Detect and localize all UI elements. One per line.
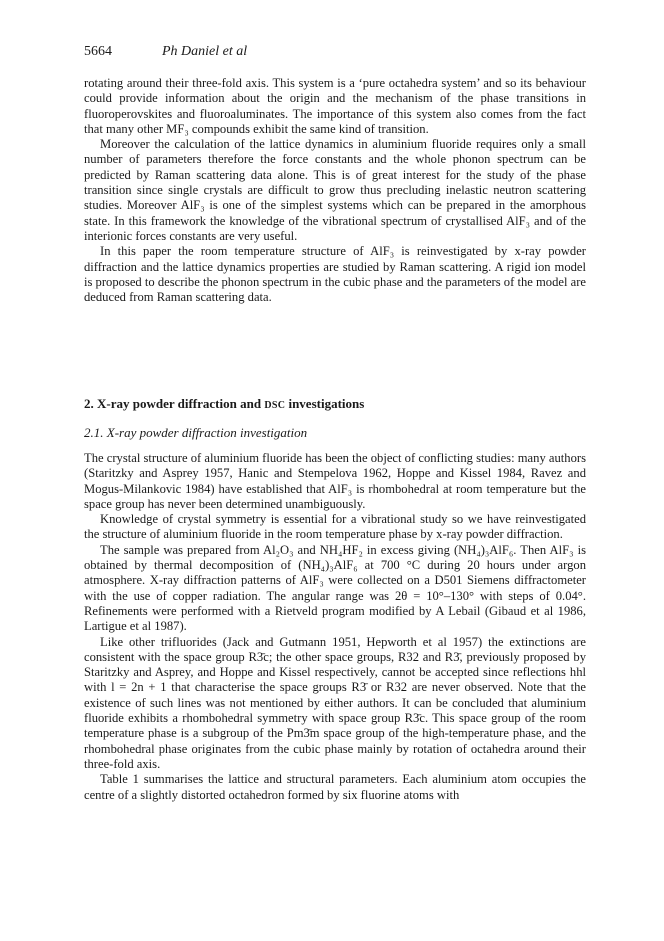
section-heading: [84, 396, 364, 412]
section-heading-caps: DSC: [264, 400, 286, 411]
section-text: [84, 451, 586, 803]
intro-text: [84, 76, 586, 305]
paragraph: Moreover the calculation of the lattice dynamics in aluminium fluoride requires only a small number of parameters therefore the force constants and the whole phonon spectrum can be predicted by Raman scattering data alone. This is of great interest for the study of the phase transition since single crystals are difficult to grow thus precluding inelastic neutron scattering studies. Moreover AlF₃ is one of the simplest systems which can be prepared in the amorphous state. In this framework the knowledge of the vibrational spectrum of crystallised AlF₃ and of the interionic forces constants are very useful.: [84, 137, 586, 243]
page-number: 5664: [84, 44, 112, 59]
paragraph: Table 1 summarises the lattice and structural parameters. Each aluminium atom occupies the centre of a slightly distorted octahedron formed by six fluorine atoms with: [84, 772, 586, 802]
section-heading-prefix: 2. X-ray powder diffraction and: [84, 396, 265, 411]
paragraph: Like other trifluorides (Jack and Gutmann 1951, Hepworth et al 1957) the extinctions are consistent with the space group R3̄c; the other space groups, R32 and R3̄, previously proposed by Staritzky and Asprey, and Hoppe and Kissel respectively, cannot be accepted since reflections hhl with l = 2n + 1 that characterise the space groups R3̄ or R32 are never observed. Note that the existence of such lines was not mentioned by either authors. It can be concluded that aluminium fluoride exhibits a rhombohedral symmetry with space group R3̄c. This space group of the room temperature phase is a subgroup of the Pm3̄m space group of the high-temperature phase, and the rhombohedral phase originates from the cubic phase mainly by rotation of octahedra around their three-fold axis.: [84, 634, 586, 771]
subsection-heading: 2.1. X-ray powder diffraction investigation: [84, 425, 308, 440]
paragraph: Knowledge of crystal symmetry is essential for a vibrational study so we have reinvestigated the structure of aluminium fluoride in the room temperature phase by x-ray powder diffraction.: [84, 512, 586, 542]
section-heading-suffix: investigations: [285, 396, 365, 411]
paragraph: rotating around their three-fold axis. This system is a ‘pure octahedra system’ and so its behaviour could provide information about the origin and the mechanism of the phase transitions in fluoroperovskites and fluoroaluminates. The importance of this system also comes from the fact that many other MF₃ compounds exhibit the same kind of transition.: [84, 76, 586, 136]
paragraph: The sample was prepared from Al₂O₃ and NH₄HF₂ in excess giving (NH₄)₃AlF₆. Then AlF₃ is obtained by thermal decomposition of (NH₄)₃AlF₆ at 700 °C during 20 hours under argon atmosphere. X-ray diffraction patterns of AlF₃ were collected on a D501 Siemens diffractometer with the use of copper radiation. The angular range was 2θ = 10°–130° with steps of 0.04°. Refinements were performed with a Rietveld program modified by A Lebail (Gibaud et al 1986, Lartigue et al 1987).: [84, 542, 586, 634]
running-head: [84, 44, 247, 60]
paragraph: The crystal structure of aluminium fluoride has been the object of conflicting studies: many authors (Staritzky and Asprey 1957, Hanic and Stempelova 1962, Hoppe and Kissel 1984, Ravez and Mogus-Milankovic 1984) have established that AlF₃ is rhombohedral at room temperature but the space group has never been determined unambiguously.: [84, 451, 586, 511]
paragraph: In this paper the room temperature structure of AlF₃ is reinvestigated by x-ray powder diffraction and the lattice dynamics properties are studied by Raman scattering. A rigid ion model is proposed to describe the phonon spectrum in the cubic phase and the parameters of the model are deduced from Raman scattering data.: [84, 244, 586, 305]
running-head-authors: Ph Daniel et al: [162, 44, 248, 59]
